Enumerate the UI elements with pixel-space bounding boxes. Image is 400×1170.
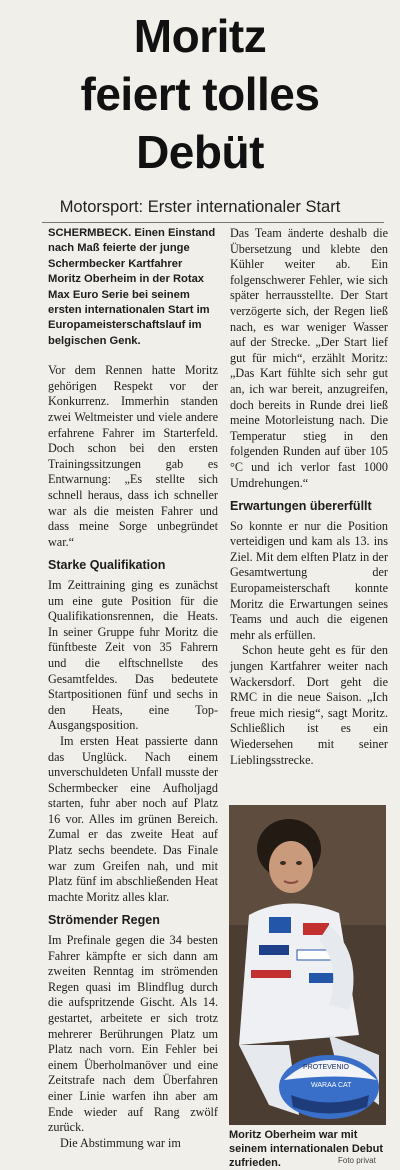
headline-line-3: Debüt <box>136 126 264 178</box>
section-heading: Strömender Regen <box>48 913 160 928</box>
headline-line-1: Moritz <box>133 10 267 62</box>
divider <box>42 222 384 223</box>
driver-photo <box>229 805 386 1125</box>
paragraph: So konnte er nur die Position verteidigen und kam als 13. ins Ziel. Mit dem elften Platz in der Gesamtwertung der Europameisterschaft konnte Moritz die Erwartungen seines Teams und auch die eigenen mehr als erfüllen. <box>230 518 388 642</box>
subheadline: Motorsport: Erster internationaler Start <box>59 198 341 216</box>
left-column <box>48 226 218 1151</box>
paragraph: Vor dem Rennen hatte Moritz gehörigen Respekt vor der Konkurrenz. Immerhin standen zwei Weltmeister und viele andere erfahrene Fahrer im Starterfeld. Doch schon bei den ersten Trainingssitzungen gab es Entwarnung: „Es stellte sich schnell heraus, dass ich schneller war als die meisten Fahrer und dass meine Sorge unbegründet war.“ <box>48 363 218 549</box>
paragraph: Das Team änderte deshalb die Übersetzung und klebte den Kühler weiter ab. Ein folgenschwerer Fehler, wie sich später herrausstellte. Der Start verzögerte sich, der Regen ließ nach, es war weniger Wasser auf der Strecke. „Der Start lief gut für mich“, erzählt Moritz: „Das Kart fühlte sich sehr gut an, ich war bereit, anzugreifen, doch bereits in Runde drei ließ meine Motorleistung nach. Die Temperatur stieg in den folgenden Runden auf über 105 °C und ich verlor fast 1000 Umdrehungen.“ <box>230 226 388 490</box>
paragraph: Schon heute geht es für den jungen Kartfahrer weiter nach Wackersdorf. Dort geht die RMC in die neue Saison. „Ich freue mich riesig“, sagt Moritz. Schließlich ist es ein Wiedersehen mit seiner Lieblingsstrecke. <box>230 643 388 767</box>
paragraph: Im ersten Heat passierte dann das Unglück. Nach einem unverschuldeten Unfall musste der Schermbecker eine Aufholjagd starten, fuhr aber noch auf Platz 16 vor. Alles im grünen Bereich. Zumal er das zweite Heat auf Platz sechs beendete. Das Finale war zum Greifen nah, und mit Platz fünf im abschließenden Heat machte Moritz alles klar. <box>48 733 218 904</box>
section-heading: Starke Qualifikation <box>48 558 166 573</box>
helmet-logo-text: WARAA CAT <box>311 1082 352 1089</box>
helmet-logo-text: PROTEVENIO <box>303 1064 349 1071</box>
paragraph: Im Prefinale gegen die 34 besten Fahrer kämpfte er sich dann am zweiten Renntag im strömenden Regen quasi im Blindflug durch die aufspritzende Gischt. Als 14. gestartet, arbeitete er sich trotz mehrerer Berührungen Platz um Platz nach vorn. Ein Fehler bei einem Überholmanöver und eine Zeitstrafe nach dem Überfahren einer Linie warfen ihn aber am Ende wieder auf Rang zwölf zurück. <box>48 933 218 1135</box>
right-column <box>230 226 388 768</box>
paragraph: Die Abstimmung war im <box>60 1135 181 1150</box>
paragraph: Im Zeittraining ging es zunächst um eine gute Position für die Qualifikationsrennen, die Heats. In seiner Gruppe fuhr Moritz die fünftbeste Zeit von 35 Fahrern und die elftschnellste des Gesamtfeldes. Das bedeutete Startpositionen fünf und sechs in den Heats, eine Top-Ausgangsposition. <box>48 577 218 733</box>
section-heading: Erwartungen übererfüllt <box>230 499 372 514</box>
photo-credit: Foto privat <box>338 1156 376 1165</box>
headline-line-2: feiert tolles <box>80 68 320 120</box>
photo-caption: Moritz Oberheim war mit seinem internationalen Debut zufrieden. <box>229 1129 384 1169</box>
lead-paragraph: SCHERMBECK. Einen Einstand nach Maß feierte der junge Schermbecker Kartfahrer Moritz Oberheim in der Rotax Max Euro Serie bei seinem ersten internationalen Start im Europameisterschaftslauf im belgischen Genk. <box>48 227 216 347</box>
driver-illustration <box>229 805 386 1125</box>
